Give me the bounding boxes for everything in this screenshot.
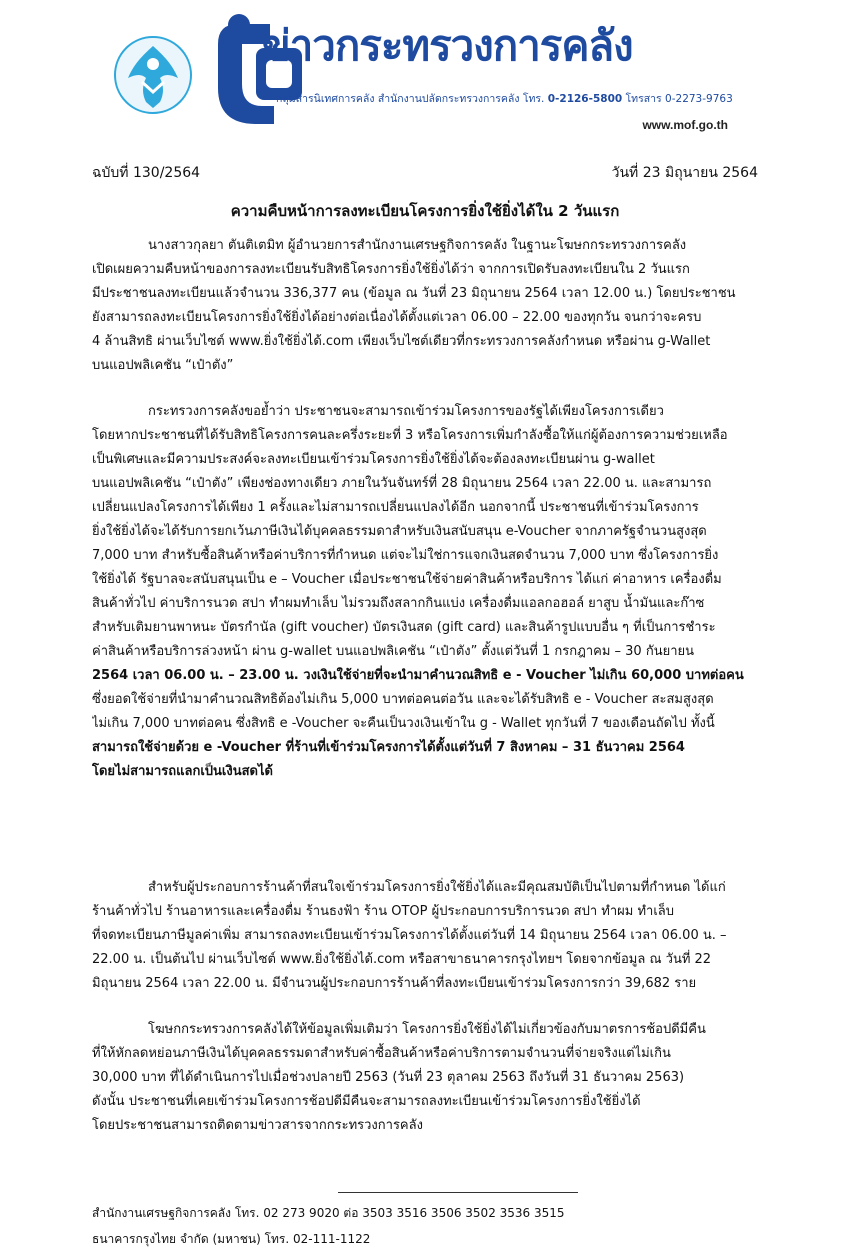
paragraph-line: สำหรับผู้ประกอบการร้านค้าที่สนใจเข้าร่วมโครงการยิ่งใช้ยิ่งได้และมีคุณสมบัติเป็นไปตามที่กำหนด ได้แก่ <box>148 880 726 895</box>
paragraph-line: ยิ่งใช้ยิ่งได้จะได้รับการยกเว้นภาษีเงินได้บุคคลธรรมดาสำหรับเงินสนับสนุน e-Voucher จากภาครัฐจำนวนสูงสุด <box>92 524 707 539</box>
paragraph-line: สินค้าทั่วไป ค่าบริการนวด สปา ทำผมทำเล็บ ไม่รวมถึงสลากกินแบ่ง เครื่องดื่มแอลกอฮอล์ ยาสูบ น้ำมันและก๊าซ <box>92 596 705 611</box>
paragraph-line: 7,000 บาท สำหรับซื้อสินค้าหรือค่าบริการที่กำหนด แต่จะไม่ใช่การแจกเงินสดจำนวน 7,000 บาท ซึ่งโครงการยิ่ง <box>92 548 719 563</box>
paragraph-line: ซึ่งยอดใช้จ่ายที่นำมาคำนวณสิทธิต้องไม่เกิน 5,000 บาทต่อคนต่อวัน และจะได้รับสิทธิ e - Voucher สะสมสูงสุด <box>92 692 714 707</box>
paragraph-line: สำหรับเติมยานพาหนะ บัตรกำนัล (gift voucher) บัตรเงินสด (gift card) และสินค้ารูปแบบอื่น ๆ ที่เป็นการชำระ <box>92 620 716 635</box>
contact-prefix: กลุ่มสารนิเทศการคลัง สำนักงานปลัดกระทรวงการคลัง โทร. <box>276 93 545 105</box>
footer-contact-ktb: ธนาคารกรุงไทย จำกัด (มหาชน) โทร. 02-111-1122 <box>92 1232 371 1246</box>
contact-phone: 0-2126-5800 <box>547 93 623 105</box>
paragraph-line: มิถุนายน 2564 เวลา 22.00 น. มีจำนวนผู้ประกอบการร้านค้าที่ลงทะเบียนเข้าร่วมโครงการกว่า 39,682 ราย <box>92 976 697 991</box>
paragraph-line: เปิดเผยความคืบหน้าของการลงทะเบียนรับสิทธิโครงการยิ่งใช้ยิ่งได้ว่า จากการเปิดรับลงทะเบียนใน 2 วันแรก <box>92 262 690 277</box>
paragraph-line: โฆษกกระทรวงการคลังได้ให้ข้อมูลเพิ่มเติมว่า โครงการยิ่งใช้ยิ่งได้ไม่เกี่ยวข้องกับมาตรการช้อปดีมีคืน <box>148 1022 706 1037</box>
masthead-title: ข่าวกระทรวงการคลัง <box>262 21 633 70</box>
paragraph-line: เปลี่ยนแปลงโครงการได้เพียง 1 ครั้งและไม่สามารถเปลี่ยนแปลงได้อีก นอกจากนี้ ประชาชนที่เข้าร่วมโครงการ <box>92 500 699 515</box>
paragraph-line: ใช้ยิ่งได้ รัฐบาลจะสนับสนุนเป็น e – Voucher เมื่อประชาชนใช้จ่ายค่าสินค้าหรือบริการ ได้แก่ ค่าอาหาร เครื่องดื่ม <box>92 572 722 587</box>
paragraph-line: โดยหากประชาชนที่ได้รับสิทธิโครงการคนละครึ่งระยะที่ 3 หรือโครงการเพิ่มกำลังซื้อให้แก่ผู้ต้องการความช่วยเหลือ <box>92 428 728 443</box>
paragraph-line: 30,000 บาท ที่ได้ดำเนินการไปเมื่อช่วงปลายปี 2563 (วันที่ 23 ตุลาคม 2563 ถึงวันที่ 31 ธันวาคม 2563) <box>92 1070 685 1085</box>
paragraph-line: โดยไม่สามารถแลกเป็นเงินสดได้ <box>92 764 273 779</box>
paragraph-line: 4 ล้านสิทธิ ผ่านเว็บไซต์ www.ยิ่งใช้ยิ่งได้.com เพียงเว็บไซต์เดียวที่กระทรวงการคลังกำหนด หรือผ่าน g-Wallet <box>92 334 711 349</box>
issue-number: ฉบับที่ 130/2564 <box>92 165 201 181</box>
issue-meta-row <box>92 162 758 184</box>
paragraph-line: ดังนั้น ประชาชนที่เคยเข้าร่วมโครงการช้อปดีมีคืนจะสามารถลงทะเบียนเข้าร่วมโครงการยิ่งใช้ยิ่งได้ <box>92 1094 641 1109</box>
masthead-header <box>0 0 850 140</box>
paragraph-1 <box>92 234 758 378</box>
paragraph-line: 22.00 น. เป็นต้นไป ผ่านเว็บไซต์ www.ยิ่งใช้ยิ่งได้.com หรือสาขาธนาคารกรุงไทยฯ โดยจากข้อมูล ณ วันที่ 22 <box>92 952 712 967</box>
footer-contacts <box>92 1200 758 1252</box>
paragraph-line: บนแอปพลิเคชัน “เป๋าตัง” <box>92 358 234 373</box>
paragraph-line: มีประชาชนลงทะเบียนแล้วจำนวน 336,377 คน (ข้อมูล ณ วันที่ 23 มิถุนายน 2564 เวลา 12.00 น.) โดยประชาชน <box>92 286 736 301</box>
garuda-emblem-icon <box>112 34 194 116</box>
footer-divider <box>338 1192 578 1193</box>
paragraph-line: ค่าสินค้าหรือบริการล่วงหน้า ผ่าน g-wallet บนแอปพลิเคชัน “เป๋าตัง” ตั้งแต่วันที่ 1 กรกฎาคม – 30 กันยายน <box>92 644 695 659</box>
masthead-website[interactable]: www.mof.go.th <box>642 118 728 132</box>
issue-date: วันที่ 23 มิถุนายน 2564 <box>611 165 758 181</box>
press-release-title: ความคืบหน้าการลงทะเบียนโครงการยิ่งใช้ยิ่งได้ใน 2 วันแรก <box>230 202 620 220</box>
contact-fax-label: โทรสาร <box>625 93 662 105</box>
contact-fax: 0-2273-9763 <box>665 93 733 105</box>
paragraph-line: 2564 เวลา 06.00 น. – 23.00 น. วงเงินใช้จ่ายที่จะนำมาคำนวณสิทธิ e - Voucher ไม่เกิน 60,000 บาทต่อคน <box>92 668 744 683</box>
paragraph-line: ร้านค้าทั่วไป ร้านอาหารและเครื่องดื่ม ร้านธงฟ้า ร้าน OTOP ผู้ประกอบการบริการนวด สปา ทำผม ทำเล็บ <box>92 904 675 919</box>
paragraph-line: โดยประชาชนสามารถติดตามข่าวสารจากกระทรวงการคลัง <box>92 1118 423 1133</box>
paragraph-line: บนแอปพลิเคชัน “เป๋าตัง” เพียงช่องทางเดียว ภายในวันจันทร์ที่ 28 มิถุนายน 2564 เวลา 22.00 น. และสามารถ <box>92 476 712 491</box>
paragraph-2 <box>92 400 758 784</box>
paragraph-3 <box>92 876 758 996</box>
paragraph-line: ที่ให้หักลดหย่อนภาษีเงินได้บุคคลธรรมดาสำหรับค่าซื้อสินค้าหรือค่าบริการตามจำนวนที่จ่ายจริงแต่ไม่เกิน <box>92 1046 671 1061</box>
paragraph-line: ที่จดทะเบียนภาษีมูลค่าเพิ่ม สามารถลงทะเบียนเข้าร่วมโครงการได้ตั้งแต่วันที่ 14 มิถุนายน 2564 เวลา 06.00 น. – <box>92 928 727 943</box>
paragraph-line: เป็นพิเศษและมีความประสงค์จะลงทะเบียนเข้าร่วมโครงการยิ่งใช้ยิ่งได้จะต้องลงทะเบียนผ่าน g-wallet <box>92 452 655 467</box>
paragraph-line: สามารถใช้จ่ายด้วย e -Voucher ที่ร้านที่เข้าร่วมโครงการได้ตั้งแต่วันที่ 7 สิงหาคม – 31 ธันวาคม 2564 <box>92 740 685 755</box>
paragraph-line: นางสาวกุลยา ตันติเตมิท ผู้อำนวยการสำนักงานเศรษฐกิจการคลัง ในฐานะโฆษกกระทรวงการคลัง <box>148 238 687 253</box>
paragraph-line: กระทรวงการคลังขอย้ำว่า ประชาชนจะสามารถเข้าร่วมโครงการของรัฐได้เพียงโครงการเดียว <box>148 404 664 419</box>
footer-contact-fpo: สำนักงานเศรษฐกิจการคลัง โทร. 02 273 9020 ต่อ 3503 3516 3506 3502 3536 3515 <box>92 1206 565 1220</box>
paragraph-4 <box>92 1018 758 1138</box>
masthead-contact-line <box>276 92 733 106</box>
paragraph-line: ยังสามารถลงทะเบียนโครงการยิ่งใช้ยิ่งได้อย่างต่อเนื่องได้ตั้งแต่เวลา 06.00 – 22.00 ของทุกวัน จนกว่าจะครบ <box>92 310 702 325</box>
paragraph-line: ไม่เกิน 7,000 บาทต่อคน ซึ่งสิทธิ e -Voucher จะคืนเป็นวงเงินเข้าใน g - Wallet ทุกวันที่ 7 ของเดือนถัดไป ทั้งนี้ <box>92 716 715 731</box>
